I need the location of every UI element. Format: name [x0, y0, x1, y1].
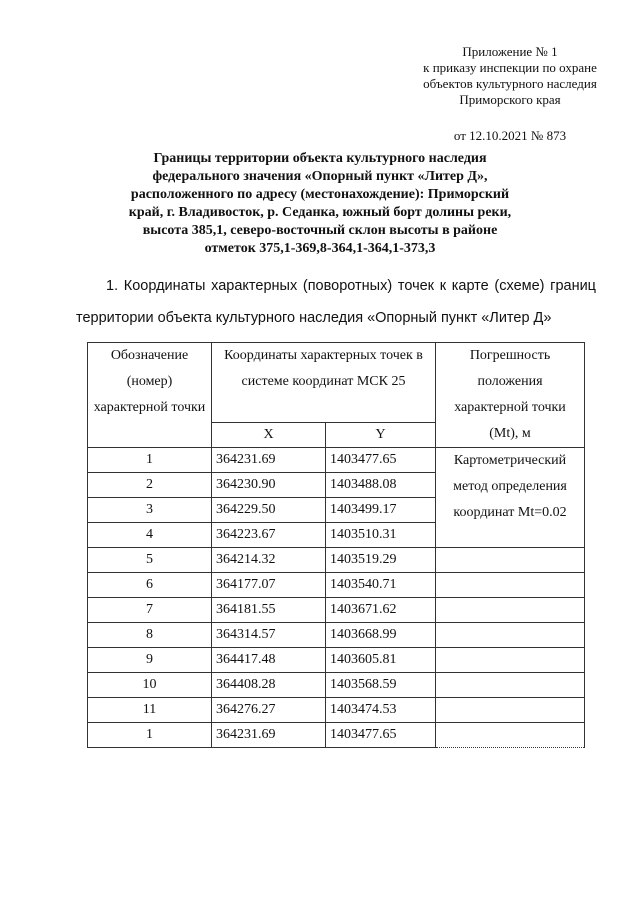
header-designation: Обозначение (номер) характерной точки — [88, 343, 212, 448]
x-coordinate: 364229.50 — [212, 498, 326, 523]
x-coordinate: 364214.32 — [212, 548, 326, 573]
method-cell-empty — [436, 698, 585, 723]
point-number: 8 — [88, 623, 212, 648]
x-coordinate: 364223.67 — [212, 523, 326, 548]
annex-line: Приложение № 1 — [462, 44, 558, 59]
x-coordinate: 364181.55 — [212, 598, 326, 623]
y-coordinate: 1403668.99 — [326, 623, 436, 648]
method-cell-empty — [436, 548, 585, 573]
title-line: расположенного по адресу (местонахождение): Приморский — [130, 187, 510, 202]
point-number: 1 — [88, 448, 212, 473]
point-number: 5 — [88, 548, 212, 573]
y-coordinate: 1403671.62 — [326, 598, 436, 623]
table-row — [88, 448, 585, 473]
annex-line: объектов культурного наследия — [423, 76, 597, 91]
y-coordinate: 1403519.29 — [326, 548, 436, 573]
y-coordinate: 1403477.65 — [326, 448, 436, 473]
table-body — [88, 448, 585, 748]
method-cell-empty — [436, 723, 585, 748]
point-number: 6 — [88, 573, 212, 598]
annex-header — [405, 44, 615, 144]
title-line: отметок 375,1-369,8-364,1-364,1-373,3 — [204, 241, 436, 256]
annex-date: от 12.10.2021 № 873 — [453, 128, 567, 143]
title-line: высота 385,1, северо-восточный склон высоты в районе — [142, 223, 498, 238]
y-coordinate: 1403488.08 — [326, 473, 436, 498]
point-number: 1 — [88, 723, 212, 748]
document-title — [100, 150, 540, 258]
y-coordinate: 1403499.17 — [326, 498, 436, 523]
annex-line: к приказу инспекции по охране — [423, 60, 597, 75]
y-coordinate: 1403540.71 — [326, 573, 436, 598]
intro-paragraph — [76, 270, 596, 334]
point-number: 2 — [88, 473, 212, 498]
x-coordinate: 364314.57 — [212, 623, 326, 648]
point-number: 9 — [88, 648, 212, 673]
y-coordinate: 1403510.31 — [326, 523, 436, 548]
x-coordinate: 364417.48 — [212, 648, 326, 673]
annex-line: Приморского края — [459, 92, 561, 107]
y-coordinate: 1403474.53 — [326, 698, 436, 723]
point-number: 4 — [88, 523, 212, 548]
point-number: 7 — [88, 598, 212, 623]
coordinates-table — [87, 342, 585, 748]
method-cell-empty — [436, 623, 585, 648]
y-coordinate: 1403568.59 — [326, 673, 436, 698]
y-coordinate: 1403605.81 — [326, 648, 436, 673]
title-line: федерального значения «Опорный пункт «Литер Д», — [152, 169, 488, 184]
table-row — [88, 673, 585, 698]
point-number: 11 — [88, 698, 212, 723]
header-coordinates: Координаты характерных точек в системе координат МСК 25 — [212, 343, 436, 423]
title-line: Границы территории объекта культурного наследия — [153, 151, 487, 166]
y-coordinate: 1403477.65 — [326, 723, 436, 748]
header-y: Y — [326, 423, 436, 448]
x-coordinate: 364231.69 — [212, 723, 326, 748]
point-number: 10 — [88, 673, 212, 698]
x-coordinate: 364276.27 — [212, 698, 326, 723]
method-cell: Картометрический метод определения координат Mt=0.02 — [436, 448, 585, 548]
table-row — [88, 573, 585, 598]
method-cell-empty — [436, 598, 585, 623]
x-coordinate: 364177.07 — [212, 573, 326, 598]
paragraph-line: территории объекта культурного наследия «Опорный пункт «Литер Д» — [76, 310, 552, 326]
header-x: X — [212, 423, 326, 448]
title-line: край, г. Владивосток, р. Седанка, южный борт долины реки, — [128, 205, 512, 220]
table-row — [88, 598, 585, 623]
header-error: Погрешность положения характерной точки (Mt), м — [436, 343, 585, 448]
method-cell-empty — [436, 673, 585, 698]
point-number: 3 — [88, 498, 212, 523]
x-coordinate: 364408.28 — [212, 673, 326, 698]
table-row — [88, 623, 585, 648]
table-row — [88, 648, 585, 673]
method-cell-empty — [436, 573, 585, 598]
table-row — [88, 548, 585, 573]
x-coordinate: 364230.90 — [212, 473, 326, 498]
table-row — [88, 723, 585, 748]
x-coordinate: 364231.69 — [212, 448, 326, 473]
method-cell-empty — [436, 648, 585, 673]
paragraph-line: 1. Координаты характерных (поворотных) точек к карте (схеме) границ — [106, 278, 596, 294]
table-row — [88, 698, 585, 723]
